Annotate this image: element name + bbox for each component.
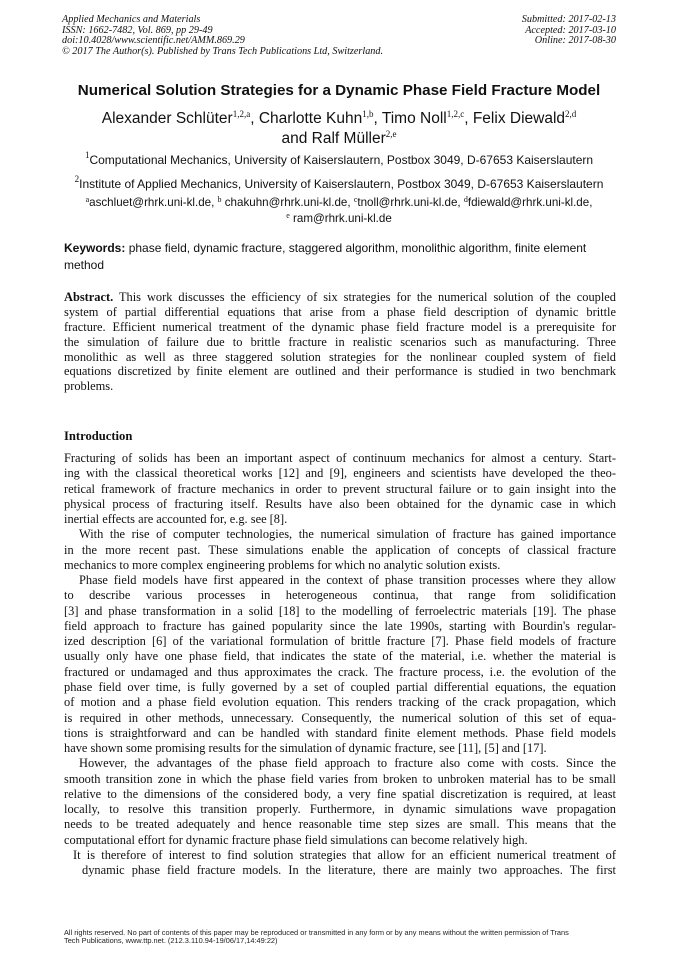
text-line: retical framework of fracture mechanics in order to prevent structural failure or to gain insight into the	[64, 481, 616, 496]
text-line	[64, 305, 616, 320]
author: Felix Diewald	[472, 110, 566, 127]
line-text: the simulation of failure due to brittle fracture in realistic scenarios such as manufacturing. Three	[64, 334, 616, 349]
author-sup: 1,b	[362, 109, 374, 119]
paper-title: Numerical Solution Strategies for a Dynamic Phase Field Fracture Model	[77, 82, 601, 99]
author-sup: 1,2,a	[232, 109, 251, 119]
text-line: physical process of fracturing itself. Results have also been obtained for the dynamic case in which	[64, 496, 616, 511]
email[interactable]: chakuhn@rhrk.uni-kl.de,	[221, 196, 354, 209]
text-line	[64, 290, 616, 305]
text-line: smooth transition zone in which the phase field varies from broken to unbroken material has to be small	[64, 771, 616, 786]
email-sup: b	[217, 195, 222, 204]
text-line: dynamic phase field fracture models. In the literature, there are mainly two approaches. The first	[82, 863, 616, 878]
aff-sup: 2	[74, 174, 80, 184]
text-line: is required in other methods, unnecessary. Consequently, the numerical solution of this set of equa-	[64, 710, 616, 725]
accepted-date: Accepted: 2017-03-10	[525, 24, 616, 36]
copyright: © 2017 The Author(s). Published by Trans Tech Publications Ltd, Switzerland.	[62, 45, 384, 57]
aff-text: Computational Mechanics, University of Kaiserslautern, Postbox 3049, D-67653 Kaiserslautern	[89, 153, 594, 167]
abstract	[64, 290, 616, 394]
journal-name: Applied Mechanics and Materials	[62, 14, 201, 25]
sep: ,	[464, 110, 473, 127]
text-line: [3] and phase transformation in a solid [18] to the modelling of ferroelectric materials [19]. The phase	[64, 603, 616, 618]
footer-line: All rights reserved. No part of contents of this paper may be reproduced or transmitted in any form or by any means without the written permission of Trans	[64, 928, 569, 937]
text-line: computational effort for dynamic fracture phase field simulations can become relatively high.	[64, 832, 528, 847]
keywords-text: phase field, dynamic fracture, staggered algorithm, monolithic algorithm, finite element	[125, 241, 587, 255]
journal-info	[62, 15, 383, 57]
author-sup: 2,d	[565, 109, 577, 119]
text-line: It is therefore of interest to find solution strategies that allow for an efficient numerical treatment of	[73, 847, 616, 862]
author-sup: 2,e	[385, 129, 397, 139]
text-line: Fracturing of solids has been an important aspect of continuum mechanics for almost a century. Start-	[64, 451, 616, 465]
text-line: ized description [6] of the variational formulation of brittle fracture [7]. Phase field models of fracture	[64, 634, 616, 649]
affiliation-1	[40, 150, 638, 167]
text-line: relative to the dimensions of the considered body, a very fine spatial discretization is required, at least	[64, 786, 616, 801]
footer-line: Tech Publications, www.ttp.net. (212.3.110.94-19/06/17,14:49:22)	[64, 936, 278, 946]
text-line	[64, 320, 616, 335]
email-sup: a	[85, 195, 90, 204]
email[interactable]: aschluet@rhrk.uni-kl.de,	[89, 196, 218, 209]
abstract-label: Abstract.	[64, 290, 114, 304]
text-line: needs to be treated adequately and hence reasonable time step sizes are small. This means that the	[64, 817, 616, 832]
text-line	[64, 335, 616, 350]
email-list	[40, 195, 638, 227]
submitted-date: Submitted: 2017-02-13	[521, 14, 616, 25]
text-line: locally, to resolve this transition properly. Furthermore, in dynamic simulations wave propagation	[64, 802, 616, 817]
text-line	[64, 350, 616, 365]
section-heading: Introduction	[64, 429, 133, 443]
sep: ,	[373, 110, 382, 127]
sep: ,	[250, 110, 259, 127]
line-text: monolithic as well as three staggered solution strategies for the nonlinear coupled system of field	[64, 349, 616, 364]
email[interactable]: ram@rhrk.uni-kl.de	[289, 212, 392, 225]
text-line: to describe various processes in heterogeneous continua, that range from solidification	[64, 588, 616, 603]
text-line: Phase field models have first appeared in the context of phase transition processes where they allow	[79, 573, 616, 588]
text-line: have shown some promising results for the simulation of dynamic fracture, see [11], [5] and [17].	[64, 741, 547, 756]
text-line: fractured or undamaged and thus approximates the crack. The fracture process, i.e. the evolution of the	[64, 664, 616, 679]
line-text: fracture. Efficient numerical treatment of the dynamic phase field fracture model is a prerequisite for	[64, 319, 616, 334]
aff-sup: 1	[84, 150, 90, 160]
line-text: problems.	[64, 379, 114, 394]
text-line: mechanics to more complex engineering problems for which no analytic solution exists.	[64, 557, 501, 572]
dates	[522, 15, 616, 47]
author: Timo Noll	[381, 110, 447, 127]
text-line: ing with the classical theoretical works [12] and [9], engineers and scientists have developed the theo-	[64, 466, 616, 481]
author: Alexander Schlüter	[101, 110, 233, 127]
author: Charlotte Kuhn	[258, 110, 363, 127]
text-line: usually only have one phase field, that indicates the state of the material, i.e. whether the material is	[64, 649, 616, 664]
text-line	[64, 364, 616, 379]
text-line: tions is straightforward and can be handled with standard finite element methods. Phase field models	[64, 725, 616, 740]
email-sup: d	[463, 195, 468, 204]
keywords-text: method	[64, 258, 105, 272]
footer-notice	[64, 929, 624, 946]
email-sup: c	[353, 195, 358, 204]
author: and Ralf Müller	[281, 130, 386, 147]
email[interactable]: fdiewald@rhrk.uni-kl.de,	[467, 196, 593, 209]
email[interactable]: tnoll@rhrk.uni-kl.de,	[357, 196, 464, 209]
author-list	[40, 109, 638, 149]
text-line: However, the advantages of the phase field approach to fracture also come with costs. Since the	[79, 756, 616, 771]
line-text: system of partial differential equations that arise from a phase field description of dynamic brittle	[64, 304, 616, 319]
doi: doi:10.4028/www.scientific.net/AMM.869.29	[62, 35, 245, 47]
keywords-label: Keywords:	[64, 241, 126, 255]
text-line: phase field over time, is fully governed by a set of coupled partial differential equations, the equation	[64, 679, 616, 694]
issn: ISSN: 1662-7482, Vol. 869, pp 29-49	[62, 24, 213, 36]
line-text: This work discusses the efficiency of six strategies for the numerical solution of the coupled	[113, 290, 616, 304]
text-line	[64, 379, 616, 394]
affiliation-2	[40, 174, 638, 191]
text-line: of motion and a phase field evolution equation. This renders tracking of the crack propagation, which	[64, 695, 616, 710]
introduction-body	[64, 451, 616, 878]
email-sup: e	[286, 211, 290, 220]
line-text: equations discretized by finite element are outlined and their performance is studied in two benchmark	[64, 364, 616, 379]
text-line: field approach to fracture has gained popularity since the late 1990s, starting with Bourdin's regular-	[64, 618, 616, 633]
keywords	[64, 240, 616, 274]
online-date: Online: 2017-08-30	[534, 35, 616, 47]
text-line: in the more recent past. These simulations enable the application of concepts of classical fracture	[64, 542, 616, 557]
author-sup: 1,2,c	[446, 109, 465, 119]
text-line: inertial effects are accounted for, e.g. see [8].	[64, 512, 288, 527]
text-line: With the rise of computer technologies, the numerical simulation of fracture has gained importance	[79, 527, 616, 542]
aff-text: Institute of Applied Mechanics, University of Kaiserslautern, Postbox 3049, D-67653 Kaiserslautern	[79, 177, 604, 191]
